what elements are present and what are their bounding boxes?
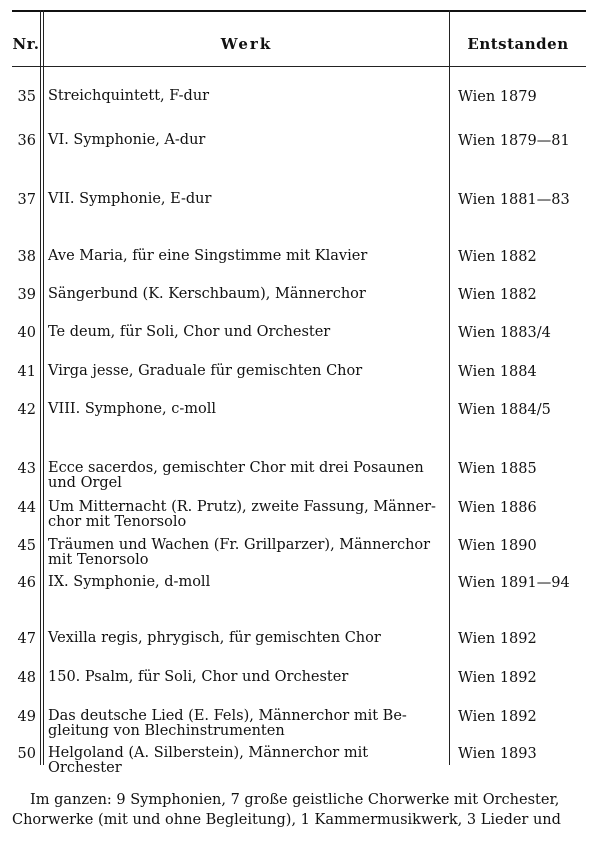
row-number: 35 xyxy=(17,89,36,105)
table-header-rule xyxy=(12,66,586,67)
row-origin: Wien 1882 xyxy=(458,249,537,265)
row-work: Ecce sacerdos, gemischter Chor mit drei Posaunen und Orgel xyxy=(48,460,424,491)
row-origin: Wien 1883/4 xyxy=(458,325,551,341)
row-origin: Wien 1879 xyxy=(458,89,537,105)
header-werk: Werk xyxy=(220,35,273,53)
row-number: 48 xyxy=(17,670,36,686)
row-work: Virga jesse, Graduale für gemischten Chor xyxy=(48,363,363,379)
row-work: Vexilla regis, phrygisch, für gemischten Chor xyxy=(48,630,381,646)
row-work: IX. Symphonie, d-moll xyxy=(48,574,211,590)
column-divider xyxy=(449,10,450,765)
row-origin: Wien 1886 xyxy=(458,500,537,516)
row-origin: Wien 1891—94 xyxy=(458,575,570,591)
row-origin: Wien 1890 xyxy=(458,538,537,554)
row-work: Te deum, für Soli, Chor und Orchester xyxy=(48,324,331,340)
row-work: Um Mitternacht (R. Prutz), zweite Fassung, Männer- chor mit Tenorsolo xyxy=(48,499,436,530)
row-number: 42 xyxy=(17,402,36,418)
row-work: VII. Symphonie, E-dur xyxy=(48,191,212,207)
row-work: VIII. Symphone, c-moll xyxy=(48,401,217,417)
summary-line: Im ganzen: 9 Symphonien, 7 große geistliche Chorwerke mit Orchester, xyxy=(30,792,560,808)
header-entstanden: Entstanden xyxy=(467,35,569,53)
summary-paragraph xyxy=(12,790,586,830)
row-origin: Wien 1884 xyxy=(458,364,537,380)
column-divider xyxy=(43,10,44,765)
row-number: 41 xyxy=(17,364,36,380)
table-top-rule xyxy=(12,10,586,12)
row-origin: Wien 1892 xyxy=(458,670,537,686)
row-work: VI. Symphonie, A-dur xyxy=(48,132,206,148)
row-work: Helgoland (A. Silberstein), Männerchor mit Orchester xyxy=(48,745,369,776)
row-origin: Wien 1881—83 xyxy=(458,192,570,208)
row-origin: Wien 1885 xyxy=(458,461,537,477)
row-number: 49 xyxy=(17,709,36,725)
row-work: Sängerbund (K. Kerschbaum), Männerchor xyxy=(48,286,366,302)
row-number: 40 xyxy=(17,325,36,341)
row-origin: Wien 1892 xyxy=(458,709,537,725)
row-work: Streichquintett, F-dur xyxy=(48,88,210,104)
row-work: Träumen und Wachen (Fr. Grillparzer), Männerchor mit Tenorsolo xyxy=(48,537,431,568)
row-work: Das deutsche Lied (E. Fels), Männerchor mit Be- gleitung von Blechinstrumenten xyxy=(48,708,407,739)
row-number: 44 xyxy=(17,500,36,516)
summary-line: Chorwerke (mit und ohne Begleitung), 1 Kammermusikwerk, 3 Lieder und xyxy=(12,812,561,828)
row-number: 47 xyxy=(17,631,36,647)
row-number: 45 xyxy=(17,538,36,554)
row-origin: Wien 1882 xyxy=(458,287,537,303)
row-number: 36 xyxy=(17,133,36,149)
row-origin: Wien 1884/5 xyxy=(458,402,551,418)
row-number: 43 xyxy=(17,461,36,477)
row-origin: Wien 1892 xyxy=(458,631,537,647)
row-origin: Wien 1879—81 xyxy=(458,133,570,149)
row-origin: Wien 1893 xyxy=(458,746,537,762)
row-number: 39 xyxy=(17,287,36,303)
row-number: 50 xyxy=(17,746,36,762)
row-number: 38 xyxy=(17,249,36,265)
row-number: 46 xyxy=(17,575,36,591)
row-number: 37 xyxy=(17,192,36,208)
column-divider xyxy=(40,10,41,765)
row-work: 150. Psalm, für Soli, Chor und Orchester xyxy=(48,669,349,685)
header-nr: Nr. xyxy=(12,35,40,53)
row-work: Ave Maria, für eine Singstimme mit Klavier xyxy=(48,248,368,264)
